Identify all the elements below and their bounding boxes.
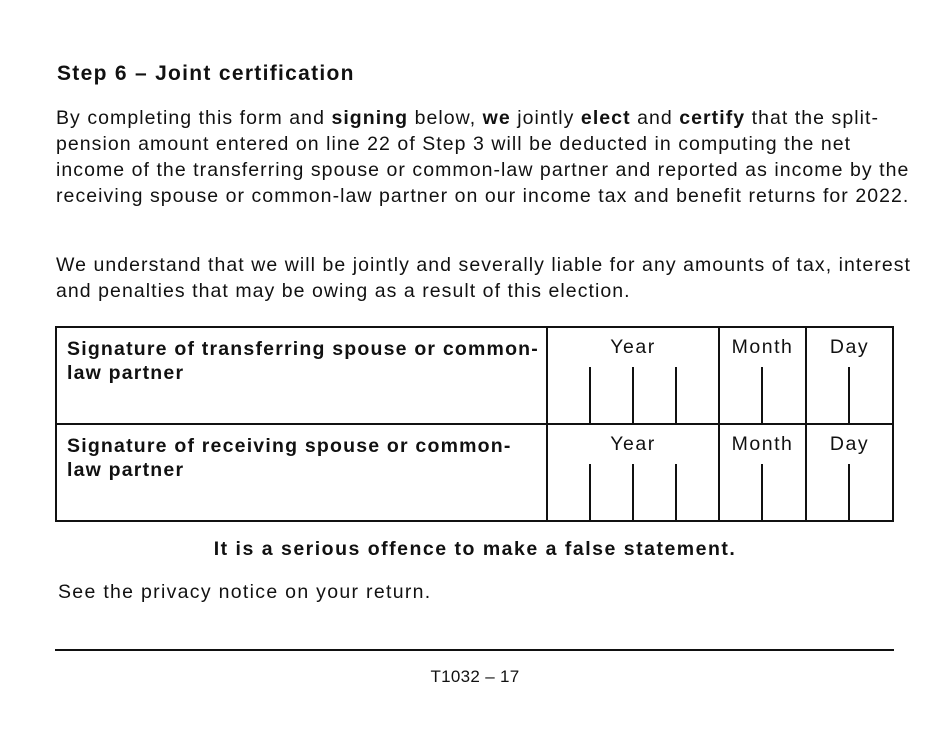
- divider: [589, 367, 591, 423]
- signature-field-receiving[interactable]: [56, 424, 547, 521]
- divider: [848, 464, 850, 520]
- section-title: Step 6 – Joint certification: [57, 62, 355, 85]
- year-label: Year: [610, 336, 656, 358]
- bold-signing: signing: [331, 107, 409, 129]
- year-field[interactable]: [547, 424, 719, 521]
- year-field[interactable]: [547, 327, 719, 424]
- month-label: Month: [731, 433, 794, 455]
- false-statement-warning: It is a serious offence to make a false statement.: [213, 538, 737, 560]
- day-field[interactable]: [806, 424, 893, 521]
- year-digit-dividers: [548, 367, 718, 423]
- day-digit-dividers: [807, 367, 892, 423]
- divider: [761, 464, 763, 520]
- signature-label: Signature of receiving spouse or common-law partner: [67, 435, 512, 481]
- day-label: Day: [829, 433, 870, 455]
- month-field[interactable]: [719, 327, 806, 424]
- text-segment: and: [630, 107, 680, 129]
- text-segment: that the split-pension amount entered on line 22 of Step 3 will be deducted in computing the net income of the transferring spouse or common-law partner and reported as income by the receiving spouse or common-law partner on our income tax and benefit returns for 2022.: [56, 107, 910, 207]
- month-label: Month: [731, 336, 794, 358]
- divider: [761, 367, 763, 423]
- day-label: Day: [829, 336, 870, 358]
- bold-we: we: [482, 107, 511, 129]
- year-digit-dividers: [548, 464, 718, 520]
- day-digit-dividers: [807, 464, 892, 520]
- year-label: Year: [610, 433, 656, 455]
- privacy-notice: See the privacy notice on your return.: [58, 581, 432, 603]
- month-digit-dividers: [720, 367, 805, 423]
- day-field[interactable]: [806, 327, 893, 424]
- bold-certify: certify: [679, 107, 746, 129]
- text-segment: By completing this form and: [56, 107, 332, 129]
- signature-row-receiving: [56, 424, 893, 521]
- divider: [632, 367, 634, 423]
- signature-table: [55, 326, 894, 522]
- divider: [675, 464, 677, 520]
- month-field[interactable]: [719, 424, 806, 521]
- liability-paragraph: We understand that we will be jointly and severally liable for any amounts of tax, interest and penalties that may be owing as a result of this election.: [56, 254, 912, 302]
- divider: [589, 464, 591, 520]
- text-segment: jointly: [510, 107, 581, 129]
- divider: [632, 464, 634, 520]
- month-digit-dividers: [720, 464, 805, 520]
- page-number: T1032 – 17: [430, 667, 520, 686]
- divider: [675, 367, 677, 423]
- signature-field-transferring[interactable]: [56, 327, 547, 424]
- signature-label: Signature of transferring spouse or common-law partner: [67, 338, 539, 384]
- divider: [848, 367, 850, 423]
- bold-elect: elect: [580, 107, 631, 129]
- signature-row-transferring: [56, 327, 893, 424]
- text-segment: below,: [408, 107, 483, 129]
- footer-divider: [55, 649, 894, 651]
- certification-paragraph: [56, 105, 916, 209]
